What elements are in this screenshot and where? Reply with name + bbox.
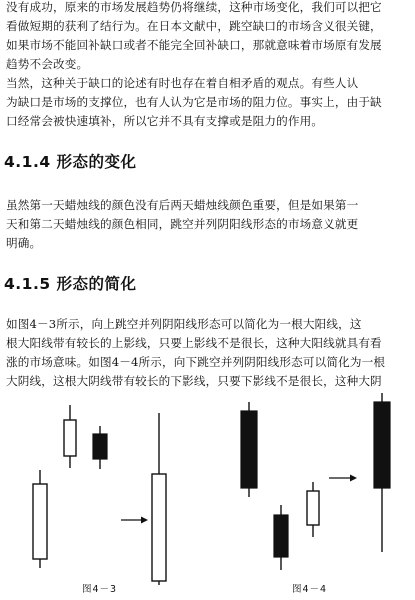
text-line: 明确。 [6,236,42,250]
candlestick-black-small [274,505,288,570]
candlestick-simplified-black [374,393,390,552]
figure-4-3-caption: 图4－3 [82,584,118,595]
text-line: 当然，这种关于缺口的论述有时也存在着自相矛盾的观点。有些人认 [6,76,359,90]
candlestick-black-large [241,402,257,497]
arrow-right [329,475,357,482]
section-heading-4-1-4: 4.1.4 形态的变化 [4,153,137,171]
text-line: 如图4－3所示，向上跳空并列阴阳线形态可以简化为一根大阳线，这 [6,317,362,331]
text-line: 看做短期的获利了结行为。在日本文献中，跳空缺口的市场含义很关键， [6,19,382,33]
text-line: 虽然第一天蜡烛线的颜色没有后两天蜡烛线颜色重要，但是如果第一 [6,198,359,212]
text-line: 趋势不会改变。 [6,57,89,71]
text-line: 没有成功，原来的市场发展趋势仍将继续，这种市场变化，我们可以把它 [6,0,382,14]
text-line: 大阴线，这根大阴线带有较长的下影线，只要下影线不是很长，这种大阴 [6,374,382,388]
text-line: 为缺口是市场的支撑位，也有人认为它是市场的阻力位。事实上，由于缺 [6,95,382,109]
text-line: 口经常会被快速填补，所以它并不具有支撑或是阻力的作用。 [6,114,324,128]
section-heading-4-1-5: 4.1.5 形态的简化 [4,275,137,293]
text-line: 涨的市场意味。如图4－4所示，向下跳空并列阴阳线形态可以简化为一根 [6,355,386,369]
text-line: 根大阳线带有较长的上影线，只要上影线不是很长，这种大阳线就具有看 [6,336,382,350]
text-line: 天和第二天蜡烛线的颜色相同，跳空并列阴阳线形态的市场意义就更 [6,217,359,231]
figure-4-4-caption: 图4－4 [292,584,328,595]
candlestick-white-small [307,482,319,537]
text-line: 如果市场不能回补缺口或者不能完全回补缺口，那就意味着市场原有发展 [6,38,382,52]
